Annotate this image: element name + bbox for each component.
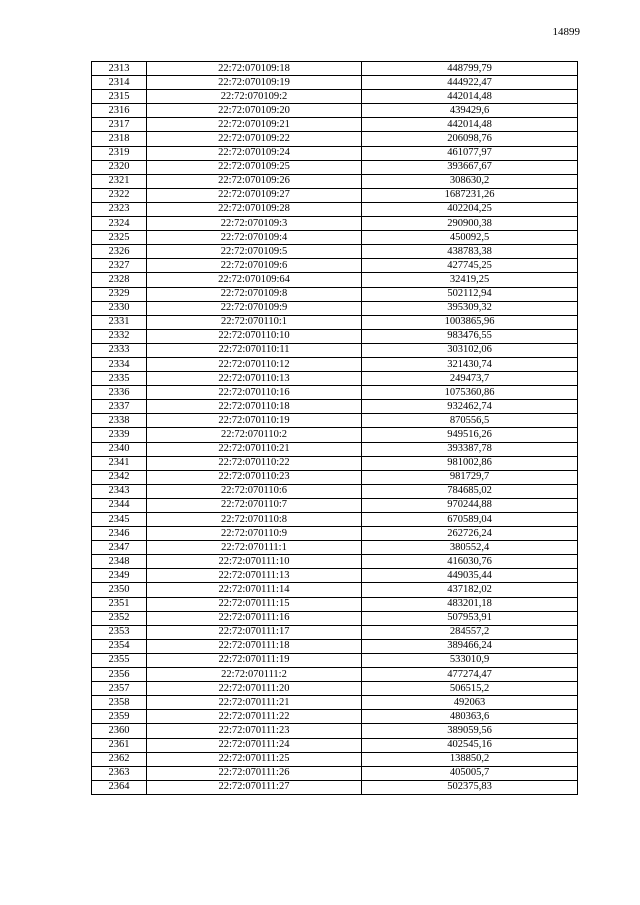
row-number-cell: 2353 — [92, 625, 147, 639]
value-cell: 442014,48 — [362, 118, 578, 132]
row-number-cell: 2315 — [92, 90, 147, 104]
value-cell: 439429,6 — [362, 104, 578, 118]
cadastral-number-cell: 22:72:070110:8 — [147, 513, 362, 527]
table-row — [92, 132, 578, 146]
table-row — [92, 738, 578, 752]
value-cell: 932462,74 — [362, 400, 578, 414]
row-number-cell: 2343 — [92, 484, 147, 498]
table-row — [92, 329, 578, 343]
cadastral-number-cell: 22:72:070109:8 — [147, 287, 362, 301]
value-cell: 449035,44 — [362, 569, 578, 583]
cadastral-number-cell: 22:72:070110:19 — [147, 414, 362, 428]
value-cell: 502375,83 — [362, 780, 578, 794]
value-cell: 442014,48 — [362, 90, 578, 104]
cadastral-number-cell: 22:72:070111:13 — [147, 569, 362, 583]
table-row — [92, 470, 578, 484]
value-cell: 284557,2 — [362, 625, 578, 639]
cadastral-number-cell: 22:72:070110:7 — [147, 498, 362, 512]
row-number-cell: 2335 — [92, 372, 147, 386]
table-row — [92, 174, 578, 188]
cadastral-number-cell: 22:72:070109:28 — [147, 202, 362, 216]
table-row — [92, 287, 578, 301]
table-row — [92, 259, 578, 273]
value-cell: 506515,2 — [362, 682, 578, 696]
value-cell: 870556,5 — [362, 414, 578, 428]
table-row — [92, 513, 578, 527]
value-cell: 389466,24 — [362, 639, 578, 653]
row-number-cell: 2351 — [92, 597, 147, 611]
cadastral-number-cell: 22:72:070110:2 — [147, 428, 362, 442]
row-number-cell: 2359 — [92, 710, 147, 724]
cadastral-number-cell: 22:72:070110:18 — [147, 400, 362, 414]
table-row — [92, 202, 578, 216]
value-cell: 502112,94 — [362, 287, 578, 301]
row-number-cell: 2318 — [92, 132, 147, 146]
row-number-cell: 2326 — [92, 245, 147, 259]
row-number-cell: 2357 — [92, 682, 147, 696]
value-cell: 480363,6 — [362, 710, 578, 724]
value-cell: 477274,47 — [362, 668, 578, 682]
row-number-cell: 2334 — [92, 357, 147, 371]
table-row — [92, 456, 578, 470]
table-row — [92, 315, 578, 329]
row-number-cell: 2319 — [92, 146, 147, 160]
value-cell: 1075360,86 — [362, 386, 578, 400]
row-number-cell: 2356 — [92, 668, 147, 682]
value-cell: 450092,5 — [362, 231, 578, 245]
cadastral-number-cell: 22:72:070111:2 — [147, 668, 362, 682]
cadastral-value-table — [91, 61, 578, 795]
value-cell: 1687231,26 — [362, 188, 578, 202]
value-cell: 507953,91 — [362, 611, 578, 625]
table-row — [92, 766, 578, 780]
table-row — [92, 104, 578, 118]
table-row — [92, 583, 578, 597]
row-number-cell: 2329 — [92, 287, 147, 301]
value-cell: 483201,18 — [362, 597, 578, 611]
table-row — [92, 90, 578, 104]
row-number-cell: 2349 — [92, 569, 147, 583]
table-row — [92, 414, 578, 428]
table-row — [92, 498, 578, 512]
value-cell: 249473,7 — [362, 372, 578, 386]
cadastral-number-cell: 22:72:070109:4 — [147, 231, 362, 245]
row-number-cell: 2339 — [92, 428, 147, 442]
value-cell: 981002,86 — [362, 456, 578, 470]
row-number-cell: 2364 — [92, 780, 147, 794]
value-cell: 1003865,96 — [362, 315, 578, 329]
table-row — [92, 752, 578, 766]
cadastral-number-cell: 22:72:070109:26 — [147, 174, 362, 188]
row-number-cell: 2346 — [92, 527, 147, 541]
cadastral-number-cell: 22:72:070110:9 — [147, 527, 362, 541]
cadastral-number-cell: 22:72:070111:27 — [147, 780, 362, 794]
table-row — [92, 710, 578, 724]
cadastral-number-cell: 22:72:070110:1 — [147, 315, 362, 329]
row-number-cell: 2313 — [92, 62, 147, 76]
value-cell: 262726,24 — [362, 527, 578, 541]
table-row — [92, 245, 578, 259]
value-cell: 402204,25 — [362, 202, 578, 216]
table-row — [92, 484, 578, 498]
table-row — [92, 653, 578, 667]
row-number-cell: 2327 — [92, 259, 147, 273]
row-number-cell: 2325 — [92, 231, 147, 245]
row-number-cell: 2362 — [92, 752, 147, 766]
row-number-cell: 2363 — [92, 766, 147, 780]
row-number-cell: 2336 — [92, 386, 147, 400]
row-number-cell: 2361 — [92, 738, 147, 752]
value-cell: 308630,2 — [362, 174, 578, 188]
cadastral-number-cell: 22:72:070111:14 — [147, 583, 362, 597]
table-row — [92, 682, 578, 696]
table-row — [92, 639, 578, 653]
table-row — [92, 217, 578, 231]
table-row — [92, 386, 578, 400]
row-number-cell: 2330 — [92, 301, 147, 315]
cadastral-number-cell: 22:72:070110:21 — [147, 442, 362, 456]
cadastral-number-cell: 22:72:070109:64 — [147, 273, 362, 287]
cadastral-number-cell: 22:72:070109:25 — [147, 160, 362, 174]
value-cell: 784685,02 — [362, 484, 578, 498]
row-number-cell: 2338 — [92, 414, 147, 428]
value-cell: 395309,32 — [362, 301, 578, 315]
value-cell: 402545,16 — [362, 738, 578, 752]
cadastral-number-cell: 22:72:070109:6 — [147, 259, 362, 273]
cadastral-number-cell: 22:72:070110:23 — [147, 470, 362, 484]
cadastral-number-cell: 22:72:070109:27 — [147, 188, 362, 202]
cadastral-number-cell: 22:72:070111:18 — [147, 639, 362, 653]
cadastral-number-cell: 22:72:070111:19 — [147, 653, 362, 667]
row-number-cell: 2316 — [92, 104, 147, 118]
table-row — [92, 76, 578, 90]
row-number-cell: 2355 — [92, 653, 147, 667]
row-number-cell: 2333 — [92, 343, 147, 357]
row-number-cell: 2350 — [92, 583, 147, 597]
table-row — [92, 231, 578, 245]
cadastral-number-cell: 22:72:070111:15 — [147, 597, 362, 611]
value-cell: 393667,67 — [362, 160, 578, 174]
table-row — [92, 400, 578, 414]
table-row — [92, 428, 578, 442]
cadastral-number-cell: 22:72:070111:1 — [147, 541, 362, 555]
value-cell: 380552,4 — [362, 541, 578, 555]
value-cell: 290900,38 — [362, 217, 578, 231]
row-number-cell: 2314 — [92, 76, 147, 90]
row-number-cell: 2332 — [92, 329, 147, 343]
row-number-cell: 2328 — [92, 273, 147, 287]
row-number-cell: 2323 — [92, 202, 147, 216]
row-number-cell: 2342 — [92, 470, 147, 484]
value-cell: 444922,47 — [362, 76, 578, 90]
cadastral-number-cell: 22:72:070109:18 — [147, 62, 362, 76]
row-number-cell: 2341 — [92, 456, 147, 470]
cadastral-number-cell: 22:72:070111:22 — [147, 710, 362, 724]
table-row — [92, 357, 578, 371]
table-row — [92, 611, 578, 625]
row-number-cell: 2360 — [92, 724, 147, 738]
cadastral-number-cell: 22:72:070111:23 — [147, 724, 362, 738]
cadastral-number-cell: 22:72:070109:24 — [147, 146, 362, 160]
table-row — [92, 188, 578, 202]
table-row — [92, 118, 578, 132]
value-cell: 206098,76 — [362, 132, 578, 146]
cadastral-number-cell: 22:72:070111:26 — [147, 766, 362, 780]
row-number-cell: 2352 — [92, 611, 147, 625]
cadastral-number-cell: 22:72:070109:21 — [147, 118, 362, 132]
cadastral-number-cell: 22:72:070111:25 — [147, 752, 362, 766]
table-row — [92, 555, 578, 569]
value-cell: 389059,56 — [362, 724, 578, 738]
value-cell: 448799,79 — [362, 62, 578, 76]
table-row — [92, 668, 578, 682]
row-number-cell: 2344 — [92, 498, 147, 512]
cadastral-number-cell: 22:72:070110:11 — [147, 343, 362, 357]
value-cell: 393387,78 — [362, 442, 578, 456]
table-row — [92, 569, 578, 583]
table-row — [92, 527, 578, 541]
value-cell: 461077,97 — [362, 146, 578, 160]
cadastral-number-cell: 22:72:070111:24 — [147, 738, 362, 752]
row-number-cell: 2324 — [92, 217, 147, 231]
cadastral-number-cell: 22:72:070110:16 — [147, 386, 362, 400]
cadastral-number-cell: 22:72:070110:22 — [147, 456, 362, 470]
value-cell: 492063 — [362, 696, 578, 710]
cadastral-number-cell: 22:72:070110:13 — [147, 372, 362, 386]
table-body — [92, 62, 578, 795]
cadastral-number-cell: 22:72:070109:2 — [147, 90, 362, 104]
cadastral-number-cell: 22:72:070109:22 — [147, 132, 362, 146]
value-cell: 321430,74 — [362, 357, 578, 371]
value-cell: 416030,76 — [362, 555, 578, 569]
row-number-cell: 2317 — [92, 118, 147, 132]
cadastral-number-cell: 22:72:070111:17 — [147, 625, 362, 639]
value-cell: 405005,7 — [362, 766, 578, 780]
table-row — [92, 343, 578, 357]
table-row — [92, 541, 578, 555]
value-cell: 437182,02 — [362, 583, 578, 597]
value-cell: 970244,88 — [362, 498, 578, 512]
cadastral-number-cell: 22:72:070109:5 — [147, 245, 362, 259]
cadastral-number-cell: 22:72:070111:10 — [147, 555, 362, 569]
table-row — [92, 301, 578, 315]
cadastral-number-cell: 22:72:070111:20 — [147, 682, 362, 696]
table-row — [92, 62, 578, 76]
cadastral-number-cell: 22:72:070110:10 — [147, 329, 362, 343]
table-row — [92, 696, 578, 710]
cadastral-number-cell: 22:72:070110:6 — [147, 484, 362, 498]
value-cell: 670589,04 — [362, 513, 578, 527]
table-row — [92, 273, 578, 287]
cadastral-number-cell: 22:72:070111:21 — [147, 696, 362, 710]
value-cell: 981729,7 — [362, 470, 578, 484]
row-number-cell: 2320 — [92, 160, 147, 174]
value-cell: 427745,25 — [362, 259, 578, 273]
cadastral-number-cell: 22:72:070109:9 — [147, 301, 362, 315]
row-number-cell: 2331 — [92, 315, 147, 329]
cadastral-number-cell: 22:72:070111:16 — [147, 611, 362, 625]
cadastral-number-cell: 22:72:070109:19 — [147, 76, 362, 90]
row-number-cell: 2337 — [92, 400, 147, 414]
value-cell: 138850,2 — [362, 752, 578, 766]
row-number-cell: 2354 — [92, 639, 147, 653]
row-number-cell: 2345 — [92, 513, 147, 527]
value-cell: 32419,25 — [362, 273, 578, 287]
table-row — [92, 780, 578, 794]
table-row — [92, 724, 578, 738]
cadastral-number-cell: 22:72:070109:20 — [147, 104, 362, 118]
row-number-cell: 2358 — [92, 696, 147, 710]
table-row — [92, 146, 578, 160]
row-number-cell: 2340 — [92, 442, 147, 456]
value-cell: 438783,38 — [362, 245, 578, 259]
value-cell: 303102,06 — [362, 343, 578, 357]
row-number-cell: 2321 — [92, 174, 147, 188]
page-number: 14899 — [552, 26, 580, 38]
row-number-cell: 2347 — [92, 541, 147, 555]
cadastral-number-cell: 22:72:070109:3 — [147, 217, 362, 231]
cadastral-number-cell: 22:72:070110:12 — [147, 357, 362, 371]
table-row — [92, 625, 578, 639]
table-row — [92, 372, 578, 386]
value-cell: 949516,26 — [362, 428, 578, 442]
table-row — [92, 442, 578, 456]
value-cell: 983476,55 — [362, 329, 578, 343]
row-number-cell: 2322 — [92, 188, 147, 202]
table-row — [92, 160, 578, 174]
row-number-cell: 2348 — [92, 555, 147, 569]
value-cell: 533010,9 — [362, 653, 578, 667]
table-row — [92, 597, 578, 611]
